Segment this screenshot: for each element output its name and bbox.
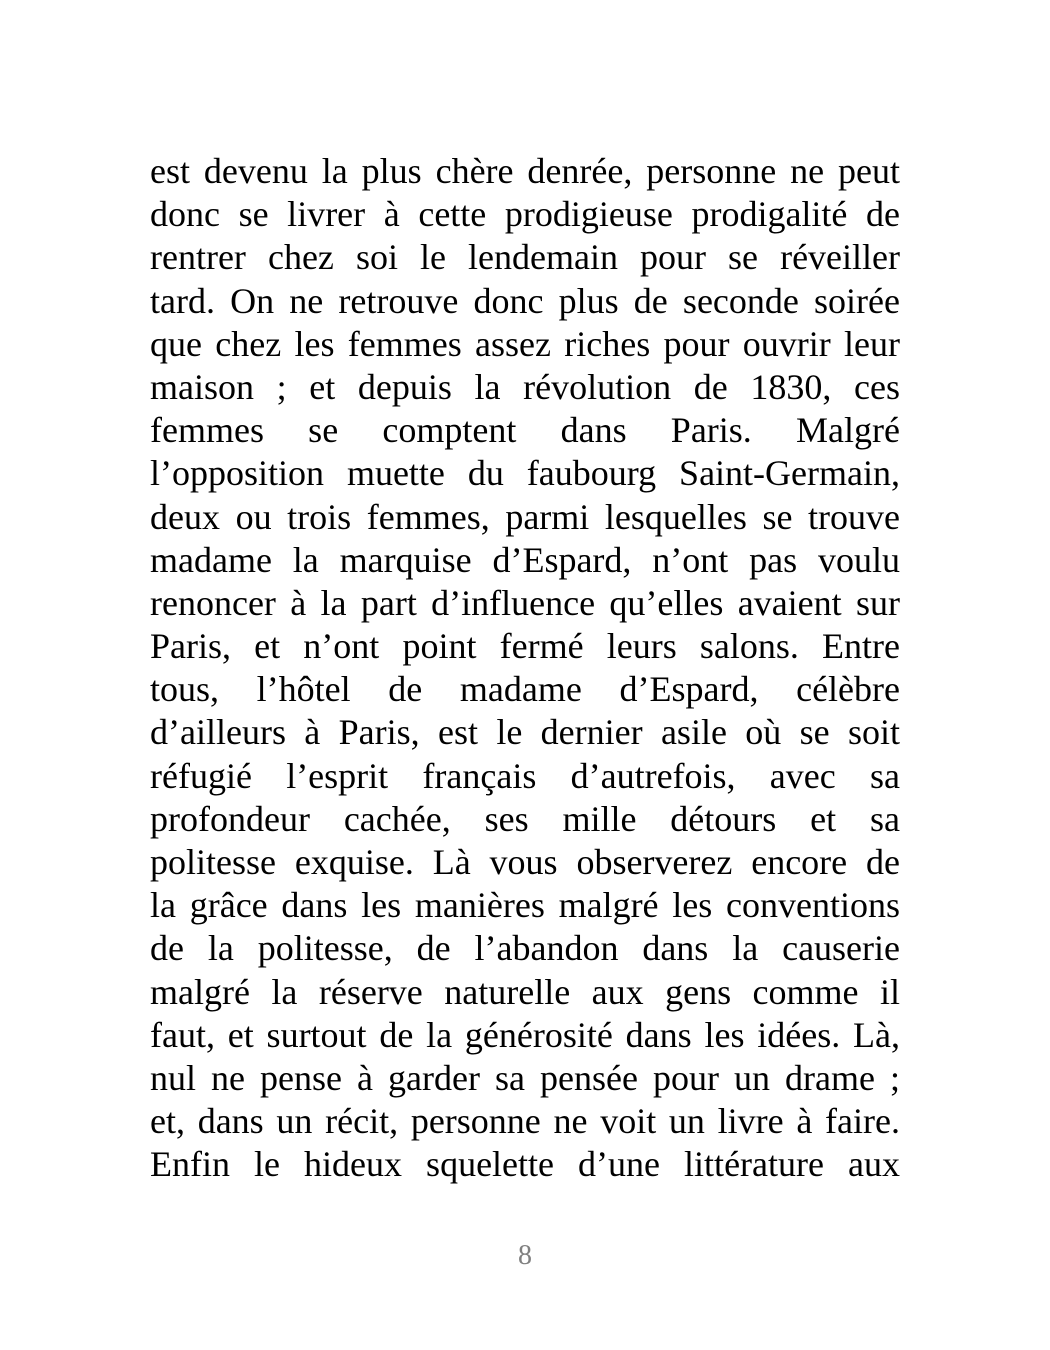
text-line: faut, et surtout de la générosité dans les idées. Là, — [150, 1014, 900, 1055]
text-line: madame la marquise d’Espard, n’ont pas voulu — [150, 539, 900, 580]
text-line: maison ; et depuis la révolution de 1830, ces — [150, 366, 900, 407]
text-line: de la politesse, de l’abandon dans la causerie — [150, 928, 900, 969]
text-line: malgré la réserve naturelle aux gens comme il — [150, 971, 900, 1012]
text-line: réfugié l’esprit français d’autrefois, avec sa — [150, 755, 900, 796]
text-line: est devenu la plus chère denrée, personne ne peut — [150, 151, 900, 191]
text-line: tous, l’hôtel de madame d’Espard, célèbre — [150, 669, 900, 710]
text-line: Enfin le hideux squelette d’une littérature aux — [150, 1144, 900, 1185]
page-number: 8 — [518, 1240, 532, 1271]
text-line: d’ailleurs à Paris, est le dernier asile où se soit — [150, 712, 900, 753]
text-line: politesse exquise. Là vous observerez encore de — [150, 842, 900, 882]
text-line: nul ne pense à garder sa pensée pour un drame ; — [150, 1057, 900, 1098]
text-line: femmes se comptent dans Paris. Malgré — [150, 410, 900, 451]
text-line: donc se livrer à cette prodigieuse prodigalité de — [150, 194, 900, 235]
text-line: et, dans un récit, personne ne voit un livre à faire. — [150, 1101, 900, 1142]
text-line: rentrer chez soi le lendemain pour se réveiller — [150, 237, 900, 278]
text-line: deux ou trois femmes, parmi lesquelles se trouve — [150, 496, 900, 537]
text-line: la grâce dans les manières malgré les conventions — [150, 885, 900, 926]
text-line: Paris, et n’ont point fermé leurs salons. Entre — [150, 626, 900, 667]
text-line: l’opposition muette du faubourg Saint-Germain, — [150, 453, 900, 494]
text-line: que chez les femmes assez riches pour ouvrir leur — [150, 323, 900, 364]
body-text — [150, 150, 900, 1187]
text-line: profondeur cachée, ses mille détours et sa — [150, 798, 900, 839]
text-line: renoncer à la part d’influence qu’elles avaient sur — [150, 582, 900, 623]
text-line: tard. On ne retrouve donc plus de seconde soirée — [150, 280, 900, 321]
